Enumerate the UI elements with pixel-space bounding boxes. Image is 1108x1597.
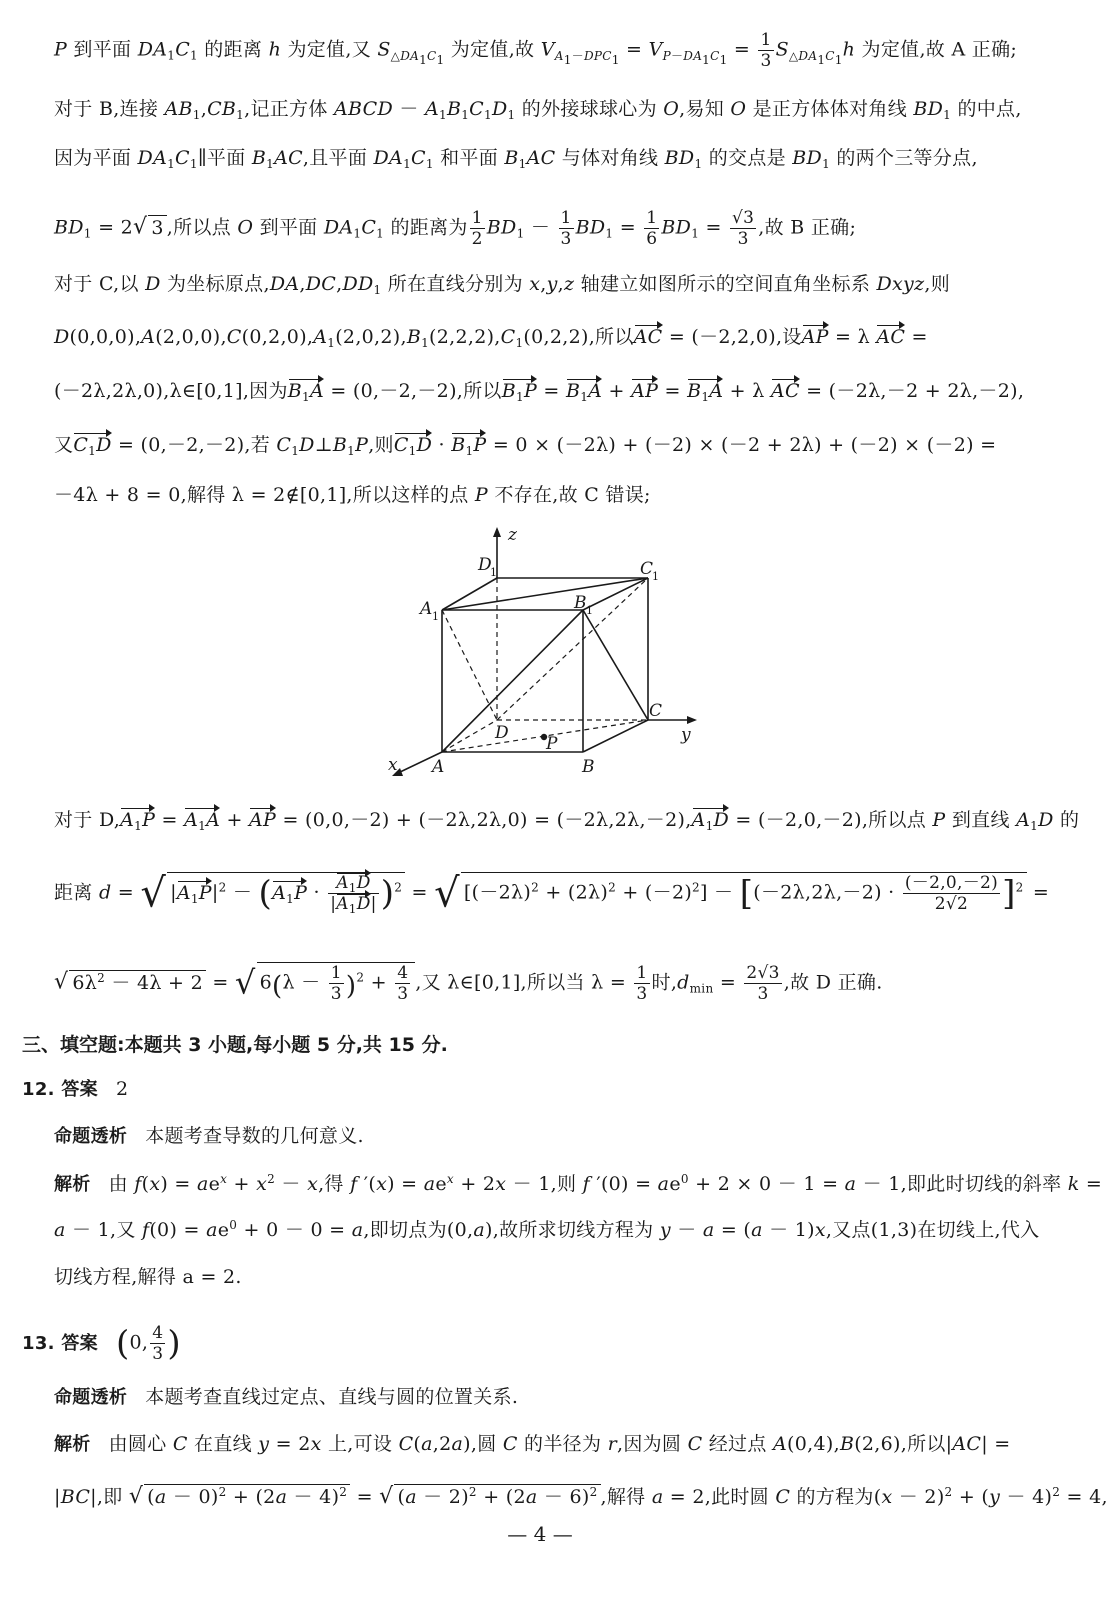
page-number: — 4 —	[507, 1522, 573, 1546]
q12-answer-line	[22, 1077, 128, 1102]
q13-solution-label: 解析	[54, 1434, 91, 1455]
hidden-segment-A1D	[442, 610, 497, 720]
segment-AB1	[442, 610, 583, 752]
q13-solution-line-2: |BC|,即 √ $(a - 0)^2 + (2a - 4)^2$ = √ $(a - 2)^2 + (2a - 6)^2$ ,解得 a = 2,此时圆 C 的方程为$(x - 2)^2 + (y - 4)^2 = 4$,	[54, 1484, 1108, 1509]
q13-answer-label: 13. 答案	[22, 1332, 98, 1354]
q12-solution-line-1: 解析 由 $f(x) = ae^x + x^2 - x$,得 f $'(x) = ae^x + 2x - 1$,则 f $'(0) = ae^0 + 2 \times 0 - 1 = a - 1$,即此时切线的斜率 k =	[54, 1172, 1103, 1195]
q12-answer-label: 12. 答案	[22, 1079, 98, 1100]
q13-insight-line	[54, 1385, 518, 1410]
cube-figure	[380, 522, 710, 784]
label-C1-sub: 1	[652, 570, 659, 583]
text-line-12: √ $6\lambda^2 - 4\lambda + 2$ = √ 6(λ － $\frac{1}{3}$ )$^2$ + $\frac{4}{3}$ ,又 λ∈[0,1],所以当 λ = $\frac{1}{3}$ 时$,d_{min}$ = $\frac{2√3}{3}$ ,故 D 正确.	[54, 963, 883, 1004]
text-line-11: 距离 d = √ $|A_1P|^2 - (A_1P$ · $\frac{A_1D}{|A_1D|}$ )$^2$ = √ $[(-2\lambda)^2 + (2\lambda)^2 + (-2)^2] - [(-2\lambda,2\lambda,-2)$ · $\frac{(-2,0,-2)}{2√2}$ ]$^2$ =	[54, 870, 1050, 917]
q12-solution-line-3: 切线方程,解得 a = 2.	[54, 1266, 242, 1288]
label-x: x	[388, 755, 398, 775]
label-z: z	[508, 525, 517, 545]
q13-solution-line-1: 解析 由圆心 C 在直线 y = 2x 上,可设 C(a,2a),圆 C 的半径为 r,因为圆 C 经过点 A(0,4),B(2,6),所以|AC| =	[54, 1433, 1011, 1455]
label-C1: C	[640, 559, 654, 579]
label-D: D	[495, 723, 509, 743]
text-line-7: (－2λ,2λ,0),λ∈[0,1],因为$B_1A = (0,-2,-2)$,所以$B_1P = B_1A$ + AP = $B_1A + \lambda$ AC = (－2λ,－2 + 2λ,－2),	[54, 380, 1025, 404]
label-D1-sub: 1	[490, 566, 497, 579]
label-A1: A	[420, 599, 433, 619]
q12-solution-line-2: a － 1,又 $f(0) = ae^0 + 0 - 0 = a$,即切点为(0,a),故所求切线方程为 y － a = (a － 1)x,又点(1,3)在切线上,代入	[54, 1218, 1040, 1241]
label-B1: B	[574, 593, 587, 613]
label-A1-sub: 1	[432, 610, 439, 623]
q13-insight-label: 命题透析	[54, 1387, 128, 1408]
q12-solution-label: 解析	[54, 1174, 91, 1195]
label-y: y	[681, 725, 691, 745]
q12-insight-line	[54, 1124, 364, 1149]
hidden-segment-DC1	[497, 578, 648, 720]
y-axis-arrow	[687, 716, 697, 724]
text-line-3: 因为平面 $DA_1C_1\parallel$平面 $B_1AC$,且平面 $DA_1C_1$ 和平面 $B_1AC$ 与体对角线 $BD_1$ 的交点是 $BD_1$ 的两个三等分点,	[54, 147, 978, 171]
label-B: B	[582, 757, 595, 777]
text-line-5: 对于 C,以 D 为坐标原点$,DA,DC,DD_1$ 所在直线分别为 x,y,z 轴建立如图所示的空间直角坐标系 Dxyz,则	[54, 273, 951, 297]
q13-insight: 本题考查直线过定点、直线与圆的位置关系.	[145, 1386, 519, 1408]
label-P: P	[546, 734, 558, 754]
section-three-title: 三、填空题:本题共 3 小题,每小题 5 分,共 15 分.	[22, 1034, 448, 1056]
text-line-2: 对于 B,连接 $AB_1,CB_1$,记正方体 ABCD － $A_1B_1C_1D_1$ 的外接球球心为 O,易知 O 是正方体体对角线 $BD_1$ 的中点,	[54, 98, 1022, 122]
text-line-4: $BD_1 = 2√$ 3 ,所以点 O 到平面 $DA_1C_1$ 的距离为 $\frac{1}{2}$ $BD_1$ － $\frac{1}{3}$ $BD_1$ = $\frac{1}{6}$ $BD_1$ = $\frac{√3}{3}$ ,故 B 正确;	[54, 208, 857, 249]
text-line-6: $D(0,0,0),A(2,0,0),C(0,2,0),A_1(2,0,2),B_1(2,2,2),C_1(0,2,2)$,所以AC = (－2,2,0),设AP = λ AC =	[54, 326, 928, 350]
z-axis-arrow	[493, 527, 501, 537]
text-line-8: 又$C_1D = (0,-2,-2)$,若 $C_1D\perp B_1P$,则$C_1D \cdot B_1P = 0 \times (-2\lambda) + (-2) \times (-2 + 2\lambda) + (-2) \times (-2)$ =	[54, 434, 997, 458]
q13-answer-line: 13. 答案 (0, $\frac{4}{3}$ )	[22, 1323, 181, 1364]
text-line-9: －4λ + 8 = 0,解得 λ = 2∉[0,1],所以这样的点 P 不存在,故 C 错误;	[54, 484, 651, 506]
q12-insight: 本题考查导数的几何意义.	[145, 1125, 364, 1147]
q12-answer: 2	[115, 1078, 129, 1100]
label-D1: D	[478, 555, 492, 575]
segment-B1C	[583, 610, 648, 720]
q12-insight-label: 命题透析	[54, 1126, 128, 1147]
label-C: C	[649, 701, 663, 721]
label-B1-sub: 1	[586, 604, 593, 617]
text-line-10: 对于 $D,A_1P = A_1A$ + AP = $(0,0,-2) + (-2\lambda,2\lambda,0) = (-2\lambda,2\lambda,-2),A_1D = (-2,0,-2)$,所以点 P 到直线 $A_1D$ 的	[54, 809, 1080, 833]
text-line-1: P 到平面 $DA_1C_1$ 的距离 h 为定值,又 $S_{\triangle DA_1C_1}$ 为定值,故 $V_{A_1-DPC_1} = V_{P-DA_1C_1}$ = $\frac{1}{3}$ $S_{\triangle DA_1C_1}h$ 为定值,故 A 正确;	[54, 30, 1018, 71]
label-A: A	[432, 757, 445, 777]
